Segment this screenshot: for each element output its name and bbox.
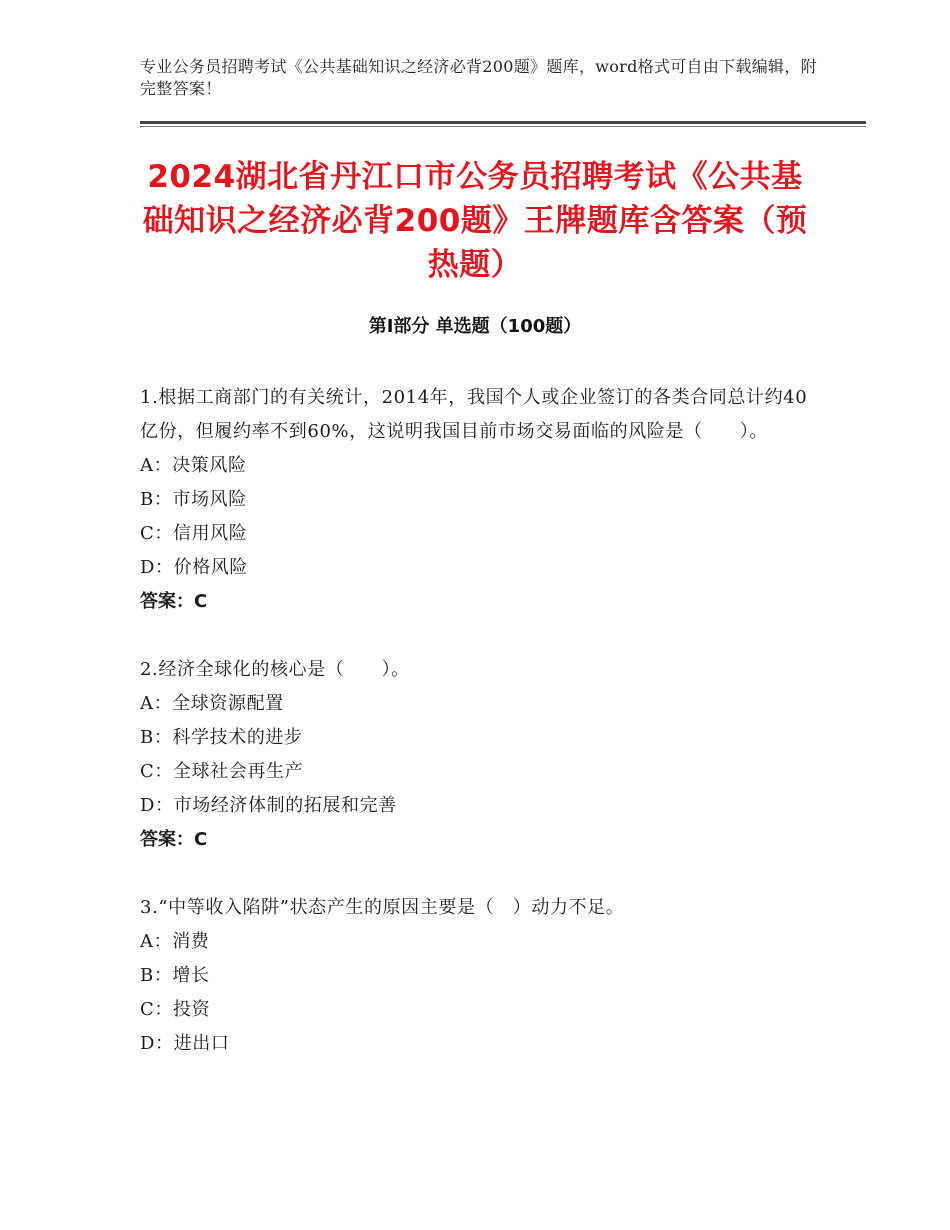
document-title: 2024湖北省丹江口市公务员招聘考试《公共基础知识之经济必背200题》王牌题库含答案（预热题） xyxy=(142,159,808,283)
answer: 答案：C xyxy=(140,829,208,850)
section-title: 第Ⅰ部分 单选题（100题） xyxy=(368,316,582,337)
answer: 答案：C xyxy=(140,591,208,612)
option-c: C：信用风险 xyxy=(140,523,248,544)
header-rule-thin xyxy=(140,126,866,127)
question-stem: 3.“中等收入陷阱”状态产生的原因主要是（ ）动力不足。 xyxy=(140,897,625,918)
option-b: B：增长 xyxy=(140,965,210,986)
header-rule-thick xyxy=(140,121,866,124)
option-d: D：价格风险 xyxy=(140,557,249,578)
question-list xyxy=(140,381,810,1095)
option-d: D：市场经济体制的拓展和完善 xyxy=(140,795,397,816)
option-b: B：市场风险 xyxy=(140,489,247,510)
header-note: 专业公务员招聘考试《公共基础知识之经济必背200题》题库，word格式可自由下载编辑，附完整答案！ xyxy=(140,57,817,98)
question-3 xyxy=(140,891,810,1061)
question-stem: 1.根据工商部门的有关统计，2014年，我国个人或企业签订的各类合同总计约40亿份，但履约率不到60%，这说明我国目前市场交易面临的风险是（ ）。 xyxy=(140,387,808,442)
option-a: A：消费 xyxy=(140,931,210,952)
option-d: D：进出口 xyxy=(140,1033,230,1054)
option-c: C：投资 xyxy=(140,999,211,1020)
question-stem: 2.经济全球化的核心是（ ）。 xyxy=(140,659,410,680)
option-a: A：决策风险 xyxy=(140,455,247,476)
option-c: C：全球社会再生产 xyxy=(140,761,304,782)
question-1 xyxy=(140,381,810,619)
option-b: B：科学技术的进步 xyxy=(140,727,303,748)
option-a: A：全球资源配置 xyxy=(140,693,284,714)
question-2 xyxy=(140,653,810,857)
